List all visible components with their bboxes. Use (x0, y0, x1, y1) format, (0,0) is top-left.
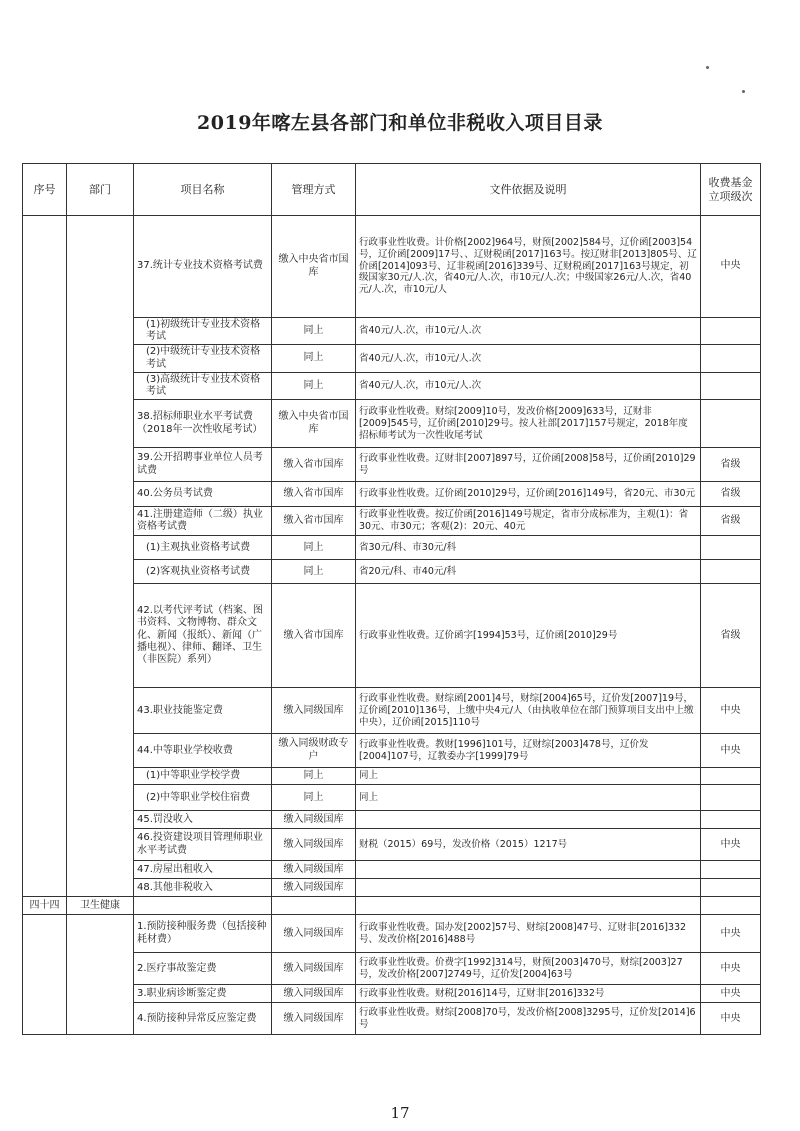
item-name: (2)客观执业资格考试费 (134, 560, 272, 584)
item-name: 47.房屋出租收入 (134, 861, 272, 879)
mgmt-method: 缴入中央省市国库 (272, 216, 356, 318)
table-row (23, 507, 761, 536)
table-row (23, 482, 761, 507)
mgmt-method: 缴入同级国库 (272, 688, 356, 734)
level-cell (701, 861, 761, 879)
table-row (23, 785, 761, 811)
item-name: 40.公务员考试费 (134, 482, 272, 507)
table-row (23, 560, 761, 584)
level-cell: 省级 (701, 482, 761, 507)
basis-text: 行政事业性收费。国办发[2002]57号、财综[2008]47号、辽财非[2016]332号、发改价格[2016]488号 (356, 915, 701, 953)
mgmt-method: 缴入同级国库 (272, 879, 356, 897)
header-mgmt: 管理方式 (272, 164, 356, 216)
item-name: (3)高级统计专业技术资格考试 (134, 372, 272, 399)
table-row (23, 584, 761, 688)
table-row (23, 829, 761, 861)
table-row (23, 345, 761, 372)
basis-text: 同上 (356, 768, 701, 785)
mgmt-method: 同上 (272, 372, 356, 399)
header-level: 收费基金立项级次 (701, 164, 761, 216)
item-name: 2.医疗事故鉴定费 (134, 953, 272, 985)
item-name: 45.罚没收入 (134, 811, 272, 829)
item-name: 39.公开招聘事业单位人员考试费 (134, 448, 272, 482)
level-cell: 中央 (701, 829, 761, 861)
table-row (23, 372, 761, 399)
basis-text (356, 879, 701, 897)
level-cell: 中央 (701, 1003, 761, 1035)
mgmt-method: 缴入同级国库 (272, 861, 356, 879)
item-name: (2)中级统计专业技术资格考试 (134, 345, 272, 372)
seq-cell (23, 915, 67, 1035)
level-cell (701, 785, 761, 811)
table-row (23, 811, 761, 829)
basis-text: 行政事业性收费。教财[1996]101号，辽财综[2003]478号，辽价发[2004]107号，辽教委办字[1999]79号 (356, 734, 701, 768)
level-cell: 省级 (701, 507, 761, 536)
item-name: 1.预防接种服务费（包括接种耗材费） (134, 915, 272, 953)
page-title: 2019年喀左县各部门和单位非税收入项目目录 (197, 112, 603, 134)
table-row (23, 953, 761, 985)
basis-text: 财税（2015）69号，发改价格（2015）1217号 (356, 829, 701, 861)
item-name: 4.预防接种异常反应鉴定费 (134, 1003, 272, 1035)
basis-text: 行政事业性收费。辽财非[2007]897号，辽价函[2008]58号，辽价函[2010]29号 (356, 448, 701, 482)
mgmt-method: 缴入省市国库 (272, 507, 356, 536)
item-name: 43.职业技能鉴定费 (134, 688, 272, 734)
mgmt-method: 同上 (272, 785, 356, 811)
basis-text: 行政事业性收费。辽价函[2010]29号，辽价函[2016]149号，省20元、市30元 (356, 482, 701, 507)
item-name: (1)中等职业学校学费 (134, 768, 272, 785)
level-cell: 中央 (701, 734, 761, 768)
basis-text: 省40元/人.次，市10元/人.次 (356, 345, 701, 372)
mgmt-method: 缴入省市国库 (272, 482, 356, 507)
mgmt-method: 同上 (272, 318, 356, 345)
level-cell (701, 536, 761, 560)
table-row (23, 536, 761, 560)
section-dept: 卫生健康 (67, 897, 134, 915)
level-cell: 中央 (701, 915, 761, 953)
mgmt-method: 缴入省市国库 (272, 584, 356, 688)
mgmt-method: 同上 (272, 345, 356, 372)
basis-text: 省40元/人.次，市10元/人.次 (356, 372, 701, 399)
basis-text: 行政事业性收费。价费字[1992]314号，财预[2003]470号，财综[2003]27号，发改价格[2007]2749号，辽价发[2004]63号 (356, 953, 701, 985)
level-cell (701, 811, 761, 829)
mgmt-method: 缴入同级国库 (272, 829, 356, 861)
level-cell: 中央 (701, 985, 761, 1003)
dept-cell (67, 216, 134, 897)
mgmt-method: 同上 (272, 768, 356, 785)
item-name: 3.职业病诊断鉴定费 (134, 985, 272, 1003)
level-cell: 中央 (701, 953, 761, 985)
table-row (23, 734, 761, 768)
section-seq: 四十四 (23, 897, 67, 915)
table-header-row (23, 164, 761, 216)
table-row (23, 216, 761, 318)
header-name: 项目名称 (134, 164, 272, 216)
mgmt-method: 同上 (272, 536, 356, 560)
table-row (23, 985, 761, 1003)
fee-items-table (22, 163, 761, 1035)
level-cell: 省级 (701, 584, 761, 688)
item-name: 48.其他非税收入 (134, 879, 272, 897)
basis-text (356, 861, 701, 879)
table-row (23, 861, 761, 879)
basis-text: 行政事业性收费。财综[2008]70号，发改价格[2008]3295号，辽价发[2014]6号 (356, 1003, 701, 1035)
mgmt-method: 缴入同级国库 (272, 985, 356, 1003)
mgmt-method: 同上 (272, 560, 356, 584)
basis-text: 省40元/人.次，市10元/人.次 (356, 318, 701, 345)
basis-text: 行政事业性收费。财综[2009]10号，发改价格[2009]633号，辽财非[2009]545号，辽价函[2010]29号。按人社部[2017]157号规定，2018年度招标师考试为一次性收尾考试 (356, 400, 701, 448)
mgmt-method: 缴入同级国库 (272, 953, 356, 985)
level-cell (701, 372, 761, 399)
header-dept: 部门 (67, 164, 134, 216)
basis-text: 行政事业性收费。财综函[2001]4号，财综[2004]65号，辽价发[2007]19号，辽价函[2010]136号，上缴中央4元/人（由执收单位在部门预算项目支出中上缴中央），辽价函[2015]110号 (356, 688, 701, 734)
table-row (23, 1003, 761, 1035)
item-name: 46.投资建设项目管理师职业水平考试费 (134, 829, 272, 861)
level-cell: 中央 (701, 216, 761, 318)
mgmt-method: 缴入同级国库 (272, 1003, 356, 1035)
table-row (23, 318, 761, 345)
section-row (23, 897, 761, 915)
seq-cell (23, 216, 67, 897)
item-name: 41.注册建造师（二级）执业资格考试费 (134, 507, 272, 536)
level-cell: 中央 (701, 688, 761, 734)
level-cell (701, 879, 761, 897)
table-row (23, 768, 761, 785)
table-row (23, 915, 761, 953)
level-cell (701, 560, 761, 584)
level-cell (701, 345, 761, 372)
item-name: 38.招标师职业水平考试费（2018年一次性收尾考试） (134, 400, 272, 448)
level-cell: 省级 (701, 448, 761, 482)
level-cell (701, 768, 761, 785)
table-row (23, 688, 761, 734)
item-name: (2)中等职业学校住宿费 (134, 785, 272, 811)
scan-speck (742, 90, 745, 93)
basis-text: 行政事业性收费。按辽价函[2016]149号规定，省市分成标准为，主观(1)：省30元、市30元；客观(2)：20元、40元 (356, 507, 701, 536)
basis-text: 行政事业性收费。财税[2016]14号，辽财非[2016]332号 (356, 985, 701, 1003)
header-basis: 文件依据及说明 (356, 164, 701, 216)
item-name: 44.中等职业学校收费 (134, 734, 272, 768)
level-cell (701, 318, 761, 345)
mgmt-method: 缴入同级国库 (272, 915, 356, 953)
item-name: 37.统计专业技术资格考试费 (134, 216, 272, 318)
basis-text: 行政事业性收费。计价格[2002]964号，财预[2002]584号，辽价函[2003]54号，辽价函[2009]17号、、辽财税函[2017]163号。按辽财非[2013]805号、辽价函[2014]093号、辽非税函[2016]339号、辽财税函[2017]163号规定，初级国家30元/人.次，省40元/人.次，市10元/人.次；中级国家26元/人.次，省40元/人.次，市10元/人 (356, 216, 701, 318)
basis-text (356, 811, 701, 829)
mgmt-method: 缴入省市国库 (272, 448, 356, 482)
header-seq: 序号 (23, 164, 67, 216)
item-name: 42.以考代评考试（档案、图书资料、文物博物、群众文化、新闻（报纸）、新闻（广播电视）、律师、翻译、卫生（非医院）系列） (134, 584, 272, 688)
basis-text: 行政事业性收费。辽价函字[1994]53号，辽价函[2010]29号 (356, 584, 701, 688)
item-name: (1)主观执业资格考试费 (134, 536, 272, 560)
basis-text: 同上 (356, 785, 701, 811)
table-row (23, 400, 761, 448)
table-row (23, 879, 761, 897)
basis-text: 省20元/科、市40元/科 (356, 560, 701, 584)
table-row (23, 448, 761, 482)
mgmt-method: 缴入中央省市国库 (272, 400, 356, 448)
scan-speck (706, 66, 709, 69)
item-name: (1)初级统计专业技术资格考试 (134, 318, 272, 345)
mgmt-method: 缴入同级财政专户 (272, 734, 356, 768)
dept-cell (67, 915, 134, 1035)
level-cell (701, 400, 761, 448)
basis-text: 省30元/科、市30元/科 (356, 536, 701, 560)
page-number: 17 (390, 1104, 410, 1122)
mgmt-method: 缴入同级国库 (272, 811, 356, 829)
